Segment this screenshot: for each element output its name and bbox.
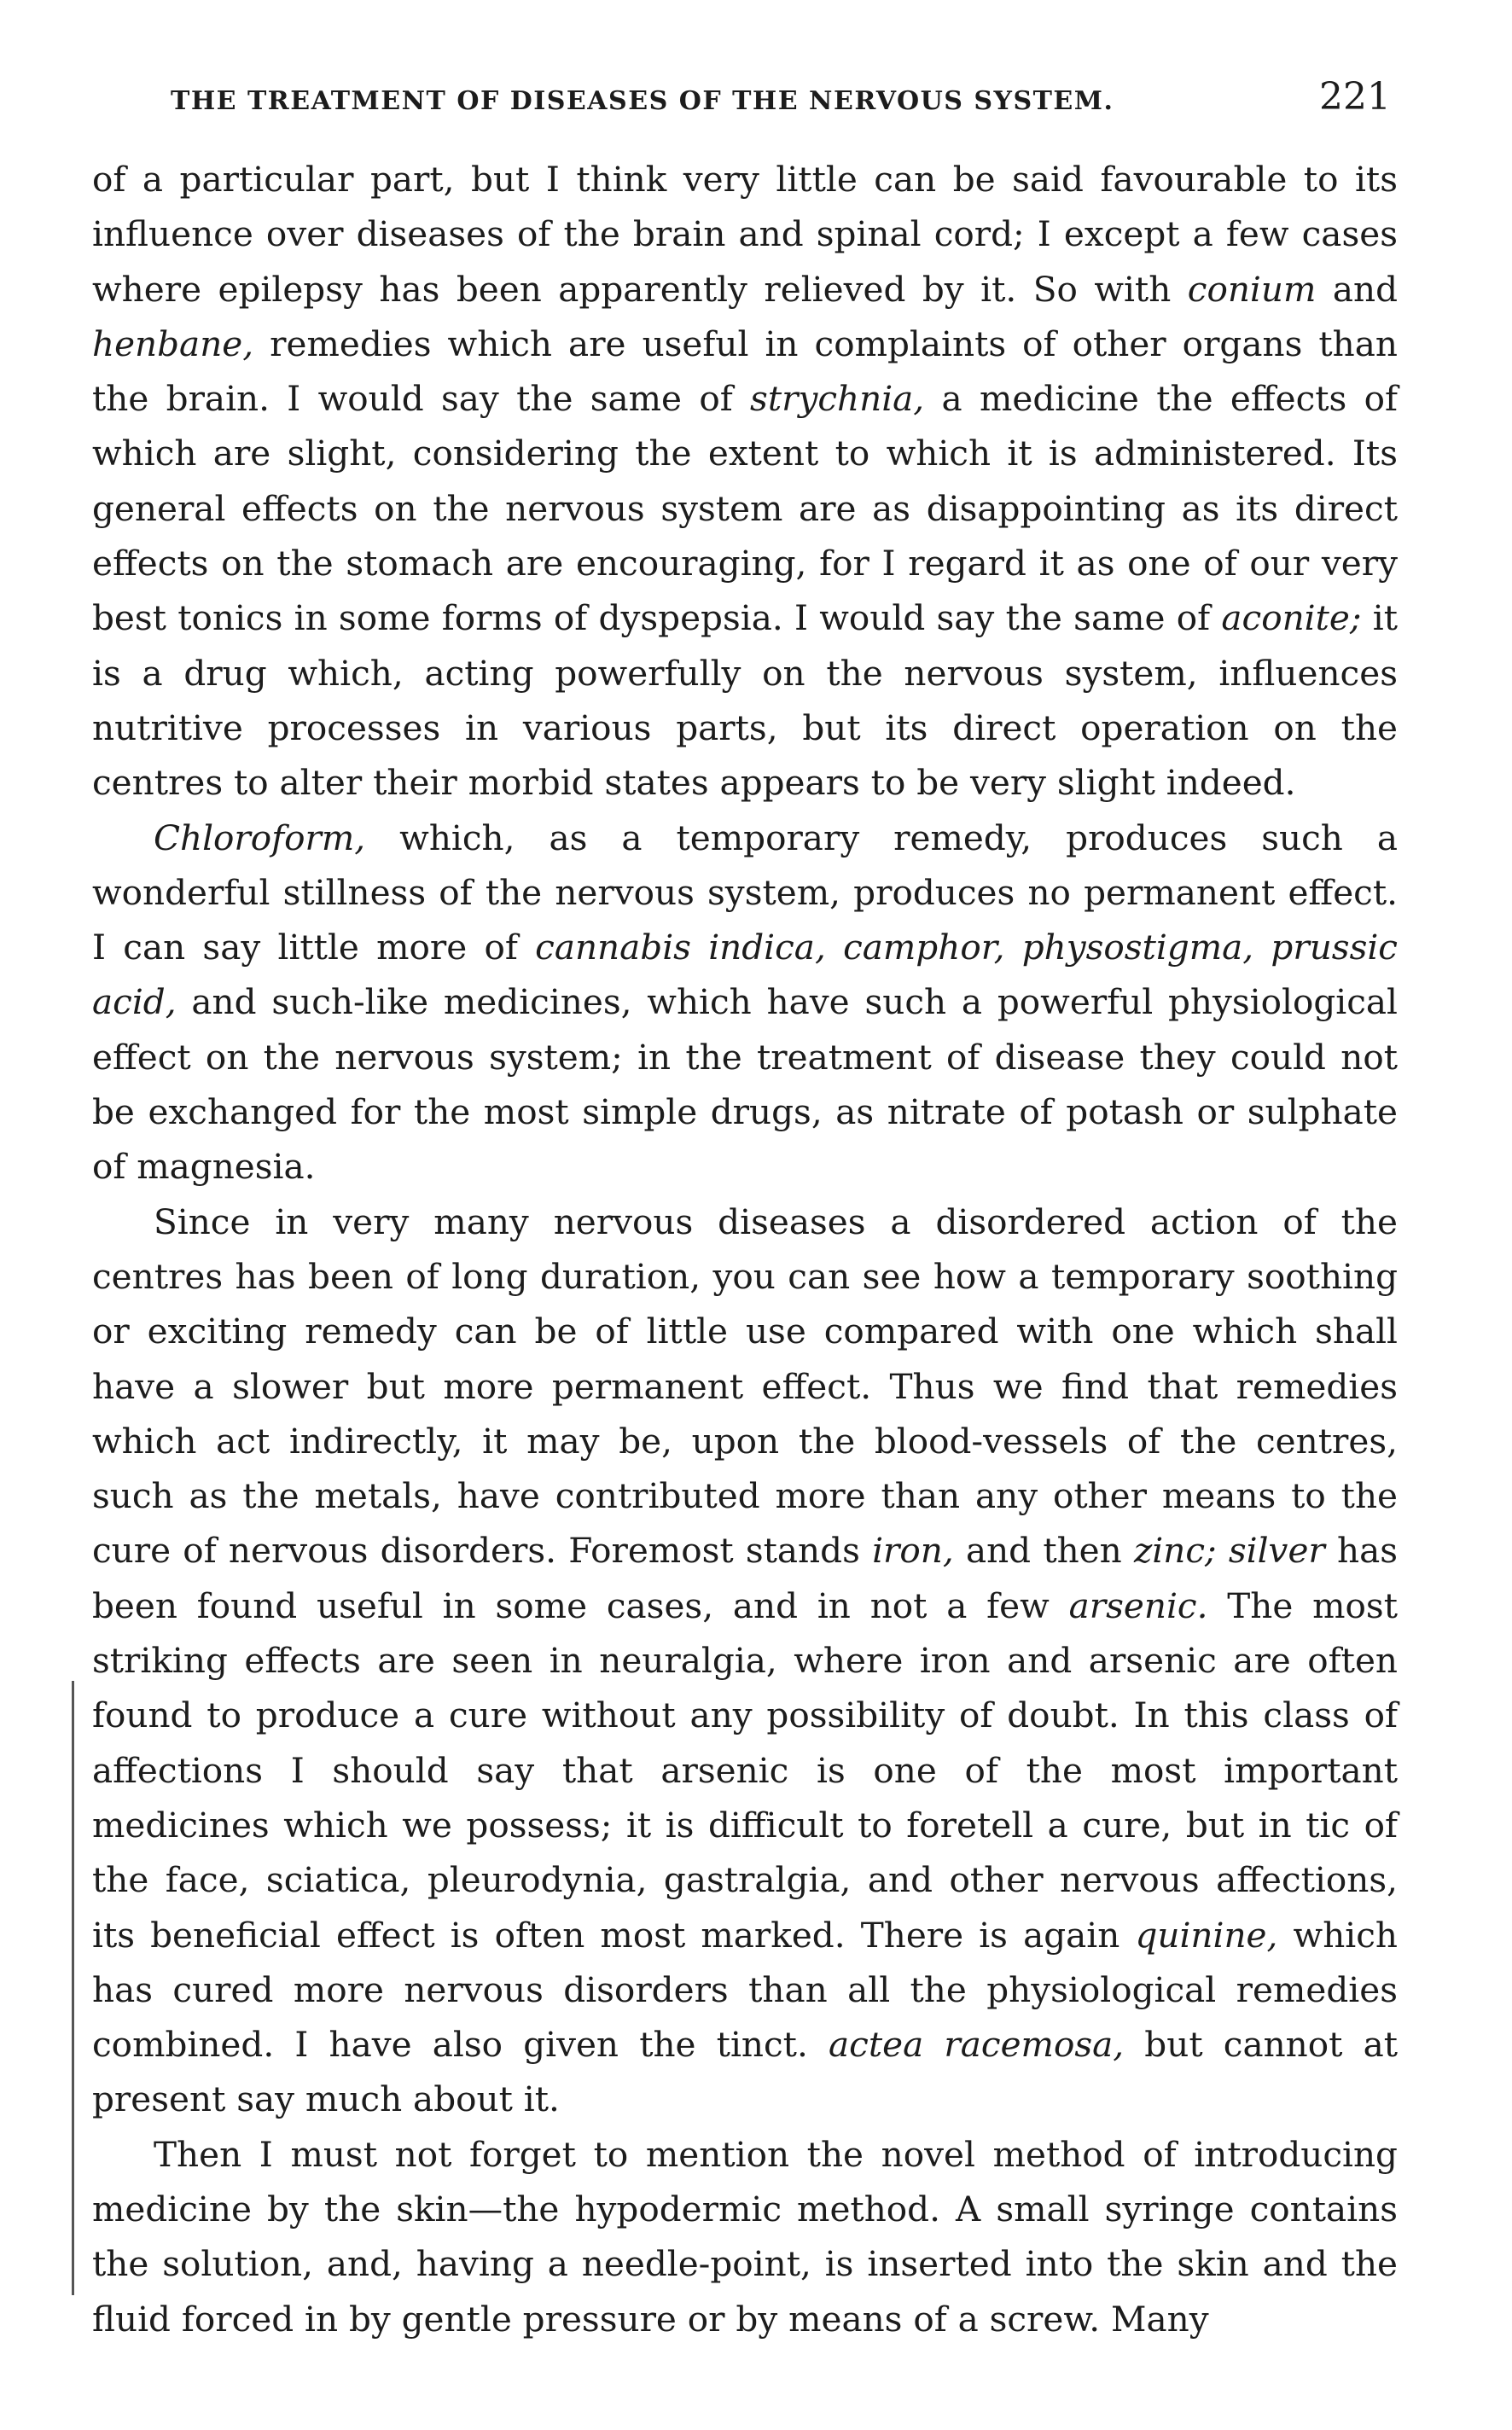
text-run: of a particular part, but I think very little can be said favourable to its influence over diseases of the brain and spinal cord; I except a few cases where epilepsy has been apparently relieved by it. So with	[92, 159, 1398, 310]
paragraph-1	[92, 152, 1398, 811]
text-run: remedies which are useful in complaints of other organs than the brain. I would say the same of	[92, 323, 1398, 420]
margin-line	[72, 1681, 74, 2295]
italic-term: conium	[1187, 268, 1317, 310]
italic-term: actea racemosa,	[829, 2024, 1125, 2066]
paragraph-2	[92, 811, 1398, 1195]
text-run: which has cured more nervous disorders than all the physiological remedies combined. I have also given the tinct.	[92, 1914, 1398, 2066]
text-run: Since in very many nervous diseases a disordered action of the centres has been of long duration, you can see how a temporary soothing or exciting remedy can be of little use compared with one which shall have a slower but more permanent effect. Thus we find that remedies which act indirectly, it may be, upon the blood-vessels of the centres, such as the metals, have contributed more than any other means to the cure of nervous disorders. Foremost stands	[92, 1200, 1398, 1572]
italic-term: iron,	[872, 1530, 954, 1572]
text-run: and such-like medicines, which have such a powerful physiological effect on the nervous system; in the treatment of disease they could not be exchanged for the most simple drugs, as nitrate of potash or sulphate of magnesia.	[92, 981, 1398, 1188]
paragraph-4	[92, 2127, 1398, 2346]
text-run: The most striking effects are seen in neuralgia, where iron and arsenic are often found to produce a cure without any possibility of doubt. In this class of affections I should say that arsenic is one of the most important medicines which we possess; it is difficult to foretell a cure, but in tic of the face, sciatica, pleurodynia, gastralgia, and other nervous affections, its beneficial effect is often most marked. There is again	[92, 1584, 1398, 1956]
text-run: but cannot at present say much about it.	[92, 2024, 1399, 2120]
paragraph-3	[92, 1195, 1398, 2127]
text-run: has been found useful in some cases, and in not a few	[92, 1530, 1399, 1626]
italic-term: aconite;	[1221, 597, 1362, 639]
text-run: which, as a temporary remedy, produces such a wonderful stillness of the nervous system, produces no permanent effect. I can say little more of	[92, 817, 1398, 968]
text-run: Then I must not forget to mention the novel method of introducing medicine by the skin—the hypodermic method. A small syringe contains the solution, and, having a needle-point, is inserted into the skin and the fluid forced in by gentle pressure or by means of a screw. Many	[92, 2133, 1398, 2340]
italic-term: arsenic.	[1068, 1584, 1208, 1626]
italic-term: henbane,	[92, 323, 254, 364]
running-head	[171, 75, 1391, 126]
page-number: 221	[1319, 75, 1391, 119]
text-run: and then	[953, 1530, 1134, 1572]
italic-term: strychnia,	[750, 378, 925, 420]
text-run: and	[1316, 268, 1399, 310]
italic-term: Chloroform,	[154, 817, 366, 858]
running-title: THE TREATMENT OF DISEASES OF THE NERVOUS SYSTEM.	[171, 86, 1114, 116]
italic-term: quinine,	[1135, 1914, 1278, 1956]
text-run: a medicine the effects of which are slight, considering the extent to which it is administered. Its general effects on the nervous system are as disappointing as its direct effects on the stomach are encouraging, for I regard it as one of our very best tonics in some forms of dyspepsia. I would say the same of	[92, 378, 1398, 639]
body-text	[92, 152, 1398, 2346]
text-run: it is a drug which, acting powerfully on the nervous system, influences nutritive processes in various parts, but its direct operation on the centres to alter their morbid states appears to be very slight indeed.	[92, 597, 1399, 804]
italic-term: zinc; silver	[1133, 1530, 1325, 1572]
italic-term: cannabis indica, camphor, physostigma, prussic acid,	[92, 927, 1398, 1023]
